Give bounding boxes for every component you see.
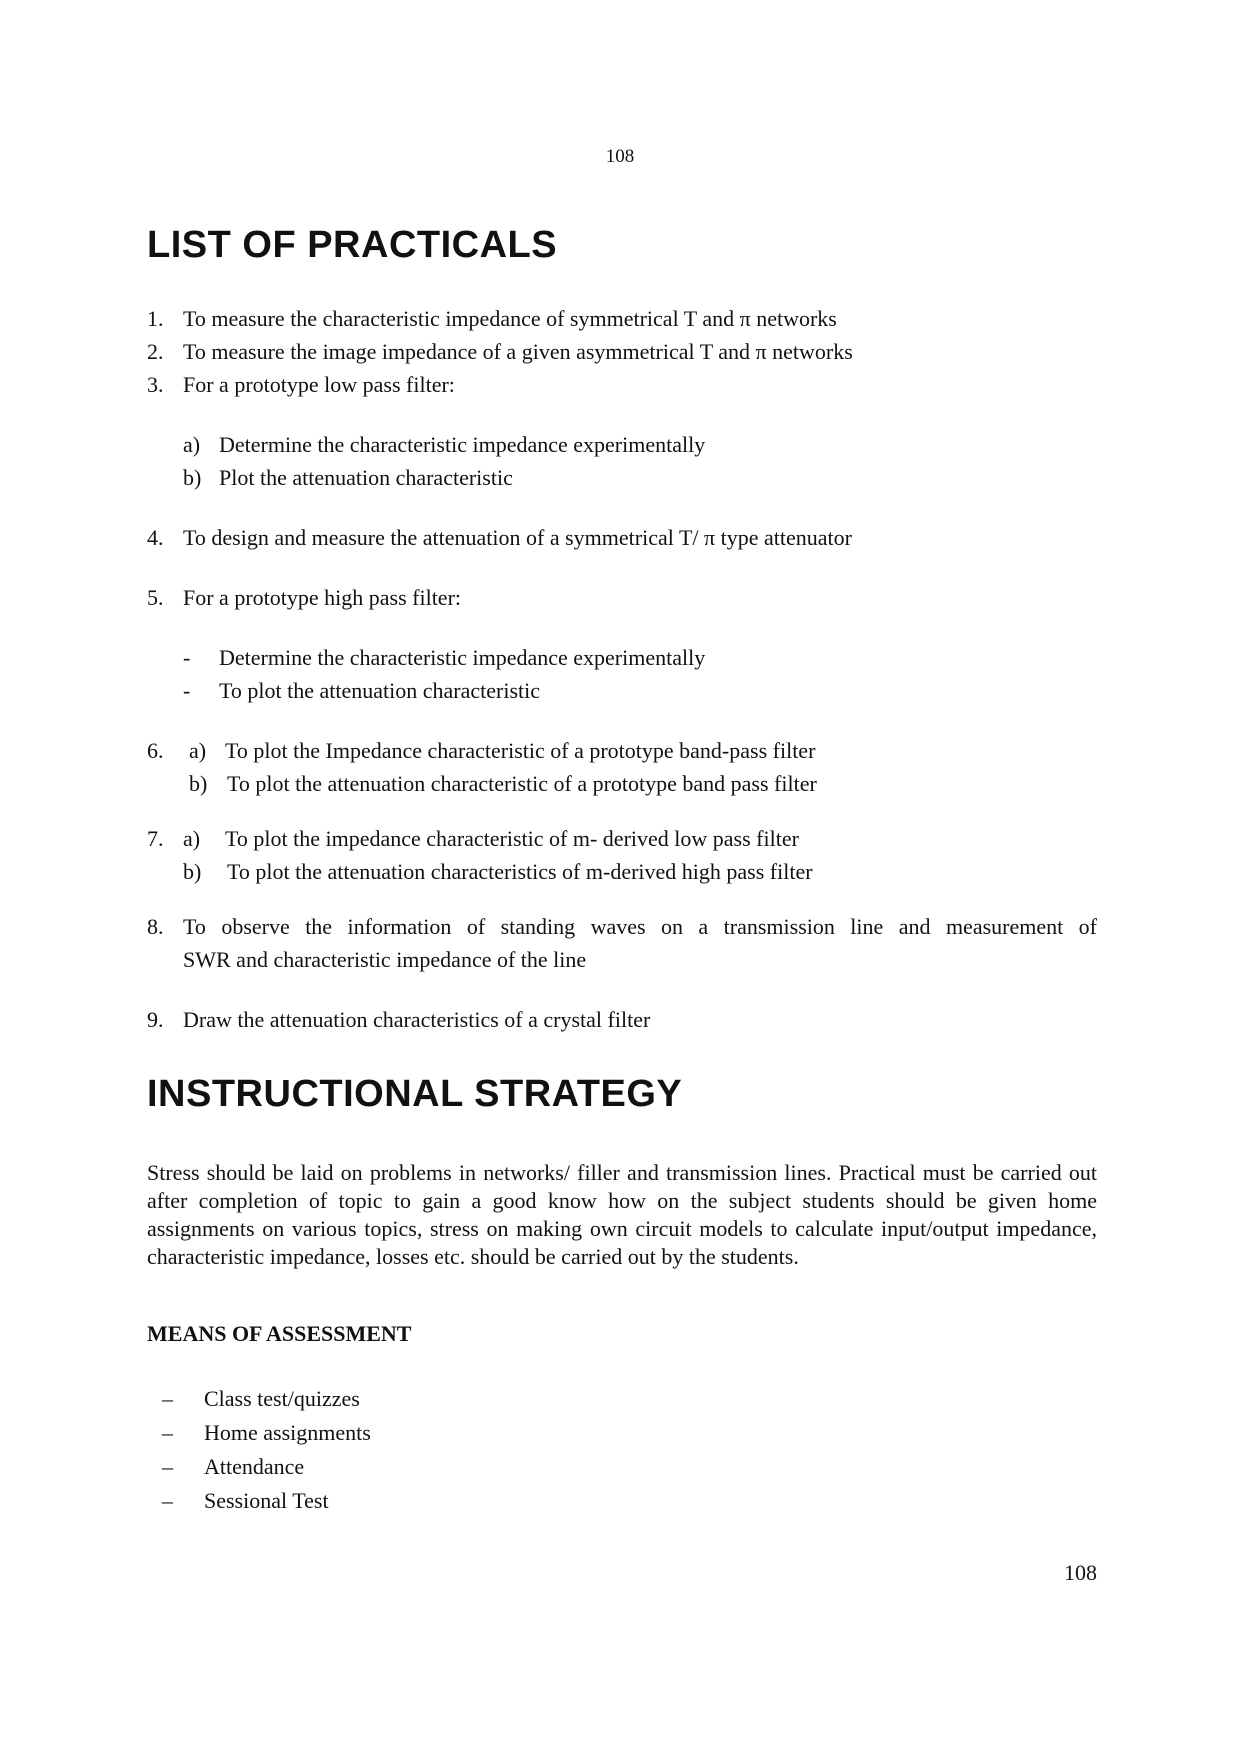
item-text: Attendance xyxy=(204,1454,305,1479)
item-text: To plot the impedance characteristic of m- derived low pass filter xyxy=(225,826,799,851)
item-text: To measure the image impedance of a given asymmetrical T and π networks xyxy=(183,339,853,364)
item-text: Determine the characteristic impedance experimentally xyxy=(219,432,706,457)
item-text: Draw the attenuation characteristics of a crystal filter xyxy=(183,1007,651,1032)
item-text: For a prototype low pass filter: xyxy=(183,372,455,397)
item-text-line2: SWR and characteristic impedance of the line xyxy=(183,947,587,972)
dash-bullet: – xyxy=(162,1454,173,1479)
item-text: Determine the characteristic impedance experimentally xyxy=(219,645,706,670)
item-text: To plot the attenuation characteristic xyxy=(219,678,540,703)
item-letter: a) xyxy=(189,738,207,763)
item-text: To plot the attenuation characteristic of a prototype band pass filter xyxy=(227,771,817,796)
dash-bullet: - xyxy=(183,678,191,703)
item-number: 6. xyxy=(147,738,164,763)
dash-bullet: – xyxy=(162,1386,173,1411)
section-title-strategy: INSTRUCTIONAL STRATEGY xyxy=(147,1073,683,1115)
item-number: 3. xyxy=(147,372,164,397)
item-text: To design and measure the attenuation of a symmetrical T/ π type attenuator xyxy=(183,525,852,550)
item-text: Class test/quizzes xyxy=(204,1386,360,1411)
item-letter: b) xyxy=(189,771,208,796)
item-number: 9. xyxy=(147,1007,164,1032)
item-text: To plot the Impedance characteristic of a prototype band-pass filter xyxy=(225,738,816,763)
item-text: To plot the attenuation characteristics of m-derived high pass filter xyxy=(227,859,813,884)
item-letter: b) xyxy=(183,859,202,884)
item-number: 1. xyxy=(147,306,164,331)
item-text: Home assignments xyxy=(204,1420,371,1445)
item-letter: b) xyxy=(183,465,202,490)
item-number: 2. xyxy=(147,339,164,364)
page-number-bottom: 108 xyxy=(1064,1560,1097,1585)
strategy-paragraph: Stress should be laid on problems in networks/ filler and transmission lines. Practical must be carried out after completion of topic to gain a good know how on the subject students should be given home assignments on various topics, stress on making own circuit models to calculate input/output impedance, characteristic impedance, losses etc. should be carried out by the students. xyxy=(147,1160,1097,1269)
item-number: 5. xyxy=(147,585,164,610)
item-text-line1: To observe the information of standing waves on a transmission line and measurement of xyxy=(183,914,1097,939)
dash-bullet: - xyxy=(183,645,191,670)
item-text: For a prototype high pass filter: xyxy=(183,585,462,610)
page-number-top: 108 xyxy=(605,146,635,167)
item-letter: a) xyxy=(183,432,201,457)
assessment-title: MEANS OF ASSESSMENT xyxy=(147,1321,412,1346)
item-text: To measure the characteristic impedance of symmetrical T and π networks xyxy=(183,306,837,331)
item-text: Sessional Test xyxy=(204,1488,329,1513)
item-letter: a) xyxy=(183,826,201,851)
section-title-practicals: LIST OF PRACTICALS xyxy=(147,224,558,266)
item-number: 7. xyxy=(147,826,164,851)
item-text: Plot the attenuation characteristic xyxy=(219,465,513,490)
dash-bullet: – xyxy=(162,1488,173,1513)
item-number: 8. xyxy=(147,914,164,939)
item-number: 4. xyxy=(147,525,164,550)
dash-bullet: – xyxy=(162,1420,173,1445)
